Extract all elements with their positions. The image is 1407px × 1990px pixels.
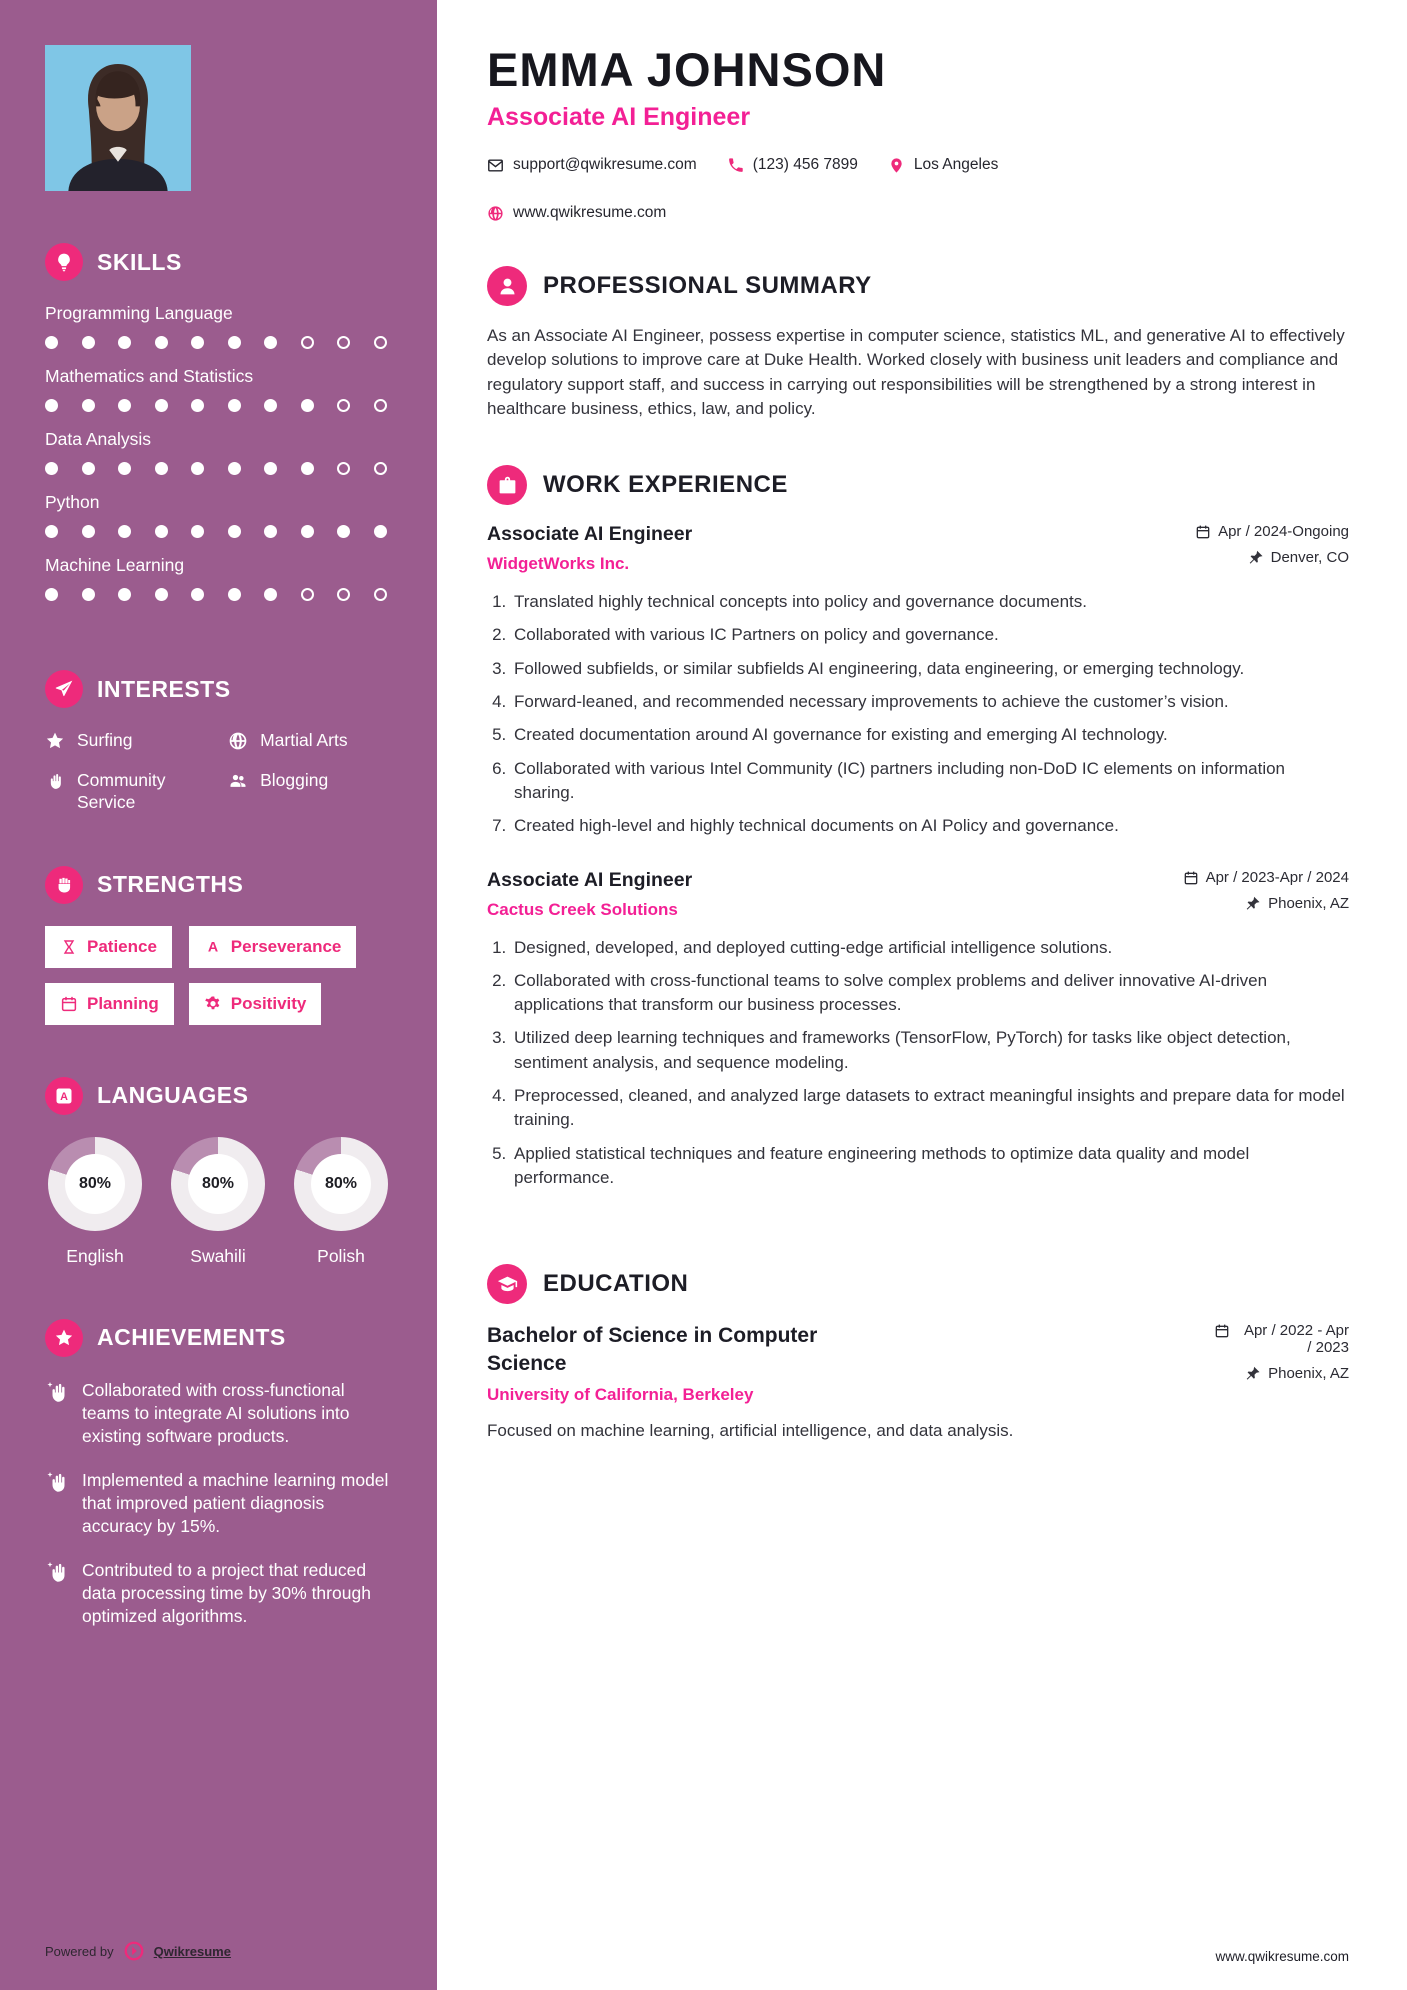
main-content <box>437 0 1407 1990</box>
education-location: Phoenix, AZ <box>1245 1365 1349 1382</box>
strengths-list <box>45 926 393 1025</box>
skill-level-dots <box>45 588 393 601</box>
job-location: Denver, CO <box>1248 549 1349 566</box>
language-percent: 80% <box>311 1154 371 1214</box>
skill-dot <box>374 525 387 538</box>
email-contact[interactable] <box>487 156 697 174</box>
education-title: EDUCATION <box>543 1270 689 1298</box>
interest-item <box>45 770 218 814</box>
skill-level-dots <box>45 525 393 538</box>
job-point: 3. Utilized deep learning techniques and frameworks (TensorFlow, PyTorch) for tasks like object detection, sentiment analysis, and sequence modeling. <box>511 1026 1349 1075</box>
languages-header <box>45 1077 393 1115</box>
skill-dot <box>191 525 204 538</box>
person-icon <box>487 266 527 306</box>
skill-dot <box>228 336 241 349</box>
skill-item <box>45 429 393 475</box>
skill-dot <box>228 399 241 412</box>
job-meta <box>1183 869 1349 912</box>
map-pin-icon <box>888 157 905 174</box>
summary-header <box>487 266 1349 306</box>
interest-label: Blogging <box>260 769 329 790</box>
calendar-icon <box>1195 524 1211 540</box>
phone-icon <box>727 157 744 174</box>
work-experience-section <box>487 465 1349 1220</box>
skill-dot <box>45 462 58 475</box>
job-point: 1. Designed, developed, and deployed cutting-edge artificial intelligence solutions. <box>511 936 1349 960</box>
summary-title: PROFESSIONAL SUMMARY <box>543 272 872 299</box>
summary-text: As an Associate AI Engineer, possess expertise in computer science, statistics ML, and generative AI to effectively develop solutions to improve care at Duke Health. Worked closely with business unit leaders and compliance and regulatory support staff, and success in carrying out responsibilities will be strengthened by a strong interest in healthcare business, ethics, law, and policy. <box>487 326 1345 418</box>
language-item <box>168 1137 268 1267</box>
svg-text:A: A <box>60 1090 68 1103</box>
job-point: 2. Collaborated with various IC Partners on policy and governance. <box>511 623 1349 647</box>
interests-header <box>45 670 393 708</box>
education-entry-header <box>487 1322 1349 1405</box>
skill-dot <box>374 399 387 412</box>
achievements-section <box>45 1319 393 1650</box>
interests-list <box>45 730 393 814</box>
education-section <box>487 1264 1349 1443</box>
location-contact <box>888 156 998 174</box>
languages-list <box>45 1137 393 1267</box>
paper-plane-icon <box>45 670 83 708</box>
interest-label: Surfing <box>77 730 133 750</box>
skill-dot <box>45 525 58 538</box>
marker-icon <box>204 938 222 956</box>
strength-label: Perseverance <box>230 936 342 956</box>
job-points <box>487 936 1349 1191</box>
strength-label: Planning <box>87 993 159 1013</box>
award-hand-icon <box>45 1380 69 1404</box>
contact-row <box>487 156 1349 222</box>
language-label: English <box>66 1245 124 1266</box>
job-company: Cactus Creek Solutions <box>487 899 678 919</box>
calendar-icon <box>1183 870 1199 886</box>
job-dates: Apr / 2023-Apr / 2024 <box>1183 869 1349 886</box>
interest-label: Martial Arts <box>260 730 348 750</box>
skill-dot <box>228 525 241 538</box>
skill-name: Mathematics and Statistics <box>45 366 254 386</box>
work-header <box>487 465 1349 505</box>
achievement-text: Collaborated with cross-functional teams to integrate AI solutions into existing software products. <box>82 1379 350 1446</box>
skill-dot <box>191 588 204 601</box>
skill-item <box>45 555 393 601</box>
qwikresume-link[interactable]: Qwikresume <box>153 1943 231 1959</box>
website-contact[interactable] <box>487 204 666 222</box>
skills-section <box>45 243 393 618</box>
job-points <box>487 590 1349 838</box>
strength-chip <box>45 983 174 1025</box>
job-point: 4. Preprocessed, cleaned, and analyzed large datasets to extract meaningful insights and prepare data for model training. <box>511 1084 1349 1133</box>
work-title: WORK EXPERIENCE <box>543 471 788 499</box>
skill-dot <box>264 588 277 601</box>
calendar-icon <box>60 995 78 1013</box>
job-point: 5. Applied statistical techniques and feature engineering methods to optimize data quality and model performance. <box>511 1142 1349 1191</box>
language-item <box>291 1137 391 1267</box>
skill-dot <box>82 462 95 475</box>
skill-dot <box>155 399 168 412</box>
award-hand-icon <box>45 1560 69 1584</box>
job-role: Associate AI Engineer <box>487 868 693 891</box>
skill-dot <box>118 588 131 601</box>
pushpin-icon <box>1245 1366 1261 1382</box>
job-dates: Apr / 2024-Ongoing <box>1195 523 1349 540</box>
profile-photo-illustration <box>45 45 191 191</box>
skill-item <box>45 366 393 412</box>
language-donut <box>48 1137 142 1231</box>
skill-dot <box>301 462 314 475</box>
job-entry <box>487 869 1349 1191</box>
powered-by-label: Powered by <box>45 1943 114 1959</box>
language-donut <box>171 1137 265 1231</box>
email-text: support@qwikresume.com <box>513 156 697 173</box>
education-note: Focused on machine learning, artificial intelligence, and data analysis. <box>487 1420 1014 1440</box>
job-point: 3. Followed subfields, or similar subfields AI engineering, data engineering, or emerging technology. <box>511 657 1349 681</box>
job-header <box>487 523 1349 574</box>
language-label: Swahili <box>190 1245 246 1266</box>
phone-text: (123) 456 7899 <box>752 156 858 173</box>
education-header <box>487 1264 1349 1304</box>
language-item <box>45 1137 145 1267</box>
skill-item <box>45 303 393 349</box>
achievement-item <box>45 1469 393 1538</box>
skill-dot <box>301 588 314 601</box>
award-hand-icon <box>45 1470 69 1494</box>
globe-icon <box>228 731 248 751</box>
skill-dot <box>82 525 95 538</box>
skill-dot <box>118 399 131 412</box>
translate-icon <box>45 1077 83 1115</box>
job-role: Associate AI Engineer <box>487 523 693 546</box>
skill-dot <box>264 336 277 349</box>
languages-section <box>45 1077 393 1267</box>
star-badge-icon <box>45 1319 83 1357</box>
job-meta <box>1195 523 1349 566</box>
graduation-cap-icon <box>487 1264 527 1304</box>
skill-dot <box>264 462 277 475</box>
skill-dot <box>82 399 95 412</box>
skill-dot <box>301 525 314 538</box>
summary-section <box>487 266 1349 421</box>
strength-chip <box>189 983 322 1025</box>
qwikresume-logo <box>123 1940 145 1962</box>
skill-dot <box>82 588 95 601</box>
skill-dot <box>191 462 204 475</box>
strength-label: Patience <box>87 936 157 956</box>
interests-title: INTERESTS <box>97 675 231 702</box>
education-school: University of California, Berkeley <box>487 1384 754 1404</box>
achievement-item <box>45 1379 393 1448</box>
skill-name: Machine Learning <box>45 555 185 575</box>
location-text: Los Angeles <box>913 156 999 173</box>
skill-dot <box>228 588 241 601</box>
pushpin-icon <box>1248 550 1264 566</box>
skill-dot <box>337 588 350 601</box>
skill-level-dots <box>45 399 393 412</box>
skill-dot <box>45 399 58 412</box>
skill-dot <box>118 336 131 349</box>
skill-name: Data Analysis <box>45 429 152 449</box>
job-point: 6. Collaborated with various Intel Community (IC) partners including non-DoD IC elements on information sharing. <box>511 757 1349 806</box>
skill-dot <box>45 336 58 349</box>
skill-item <box>45 492 393 538</box>
skill-dot <box>82 336 95 349</box>
skill-dot <box>301 399 314 412</box>
skill-dot <box>191 336 204 349</box>
skill-dot <box>155 336 168 349</box>
website-text: www.qwikresume.com <box>513 204 667 221</box>
strength-chip <box>45 926 172 968</box>
skill-name: Programming Language <box>45 303 233 323</box>
language-label: Polish <box>317 1245 365 1266</box>
strengths-header <box>45 866 393 904</box>
job-point: 1. Translated highly technical concepts into policy and governance documents. <box>511 590 1349 614</box>
skill-level-dots <box>45 462 393 475</box>
interest-item <box>228 730 393 752</box>
skill-dot <box>118 525 131 538</box>
job-company: WidgetWorks Inc. <box>487 554 630 574</box>
strength-label: Positivity <box>230 993 307 1013</box>
language-donut <box>294 1137 388 1231</box>
phone-contact <box>727 156 858 174</box>
pushpin-icon <box>1245 896 1261 912</box>
gear-icon <box>204 995 222 1013</box>
skills-title: SKILLS <box>97 248 182 275</box>
interest-item <box>45 730 218 752</box>
sidebar <box>0 0 437 1990</box>
skill-dot <box>155 462 168 475</box>
skill-dot <box>264 525 277 538</box>
skill-dot <box>45 588 58 601</box>
star-icon <box>45 731 65 751</box>
skill-dot <box>337 399 350 412</box>
education-dates: Apr / 2022 - Apr / 2023 <box>1214 1322 1349 1356</box>
strengths-section <box>45 866 393 1025</box>
language-percent: 80% <box>65 1154 125 1214</box>
interests-section <box>45 670 393 814</box>
achievements-header <box>45 1319 393 1357</box>
job-point: 2. Collaborated with cross-functional teams to solve complex problems and deliver innovative AI-driven applications that transform our business processes. <box>511 969 1349 1018</box>
skill-dot <box>374 462 387 475</box>
skill-dot <box>155 588 168 601</box>
interest-label: Community Service <box>77 769 166 812</box>
skill-dot <box>337 462 350 475</box>
achievement-text: Implemented a machine learning model that improved patient diagnosis accuracy by 15%. <box>82 1469 389 1537</box>
interest-item <box>228 770 393 814</box>
calendar-icon <box>1214 1323 1230 1339</box>
skill-dot <box>264 399 277 412</box>
job-point: 7. Created high-level and highly technical documents on AI Policy and governance. <box>511 814 1349 838</box>
users-icon <box>228 771 248 791</box>
skill-dot <box>374 336 387 349</box>
skill-name: Python <box>45 492 100 512</box>
skill-dot <box>228 462 241 475</box>
strength-chip <box>189 926 357 968</box>
skill-dot <box>118 462 131 475</box>
skills-header <box>45 243 393 281</box>
skill-dot <box>301 336 314 349</box>
skill-dot <box>337 336 350 349</box>
skill-dot <box>337 525 350 538</box>
profile-photo <box>45 45 191 191</box>
skill-dot <box>155 525 168 538</box>
skill-level-dots <box>45 336 393 349</box>
education-meta <box>1214 1322 1349 1382</box>
job-point: 4. Forward-leaned, and recommended necessary improvements to achieve the customer’s vision. <box>511 690 1349 714</box>
page-footer-website: www.qwikresume.com <box>1215 1949 1349 1964</box>
skill-dot <box>374 588 387 601</box>
lightbulb-icon <box>45 243 83 281</box>
briefcase-icon <box>487 465 527 505</box>
job-location: Phoenix, AZ <box>1245 895 1349 912</box>
job-header <box>487 869 1349 920</box>
achievement-text: Contributed to a project that reduced data processing time by 30% through optimized algorithms. <box>82 1560 371 1627</box>
achievement-item <box>45 1559 393 1628</box>
language-percent: 80% <box>188 1154 248 1214</box>
candidate-name: EMMA JOHNSON <box>487 43 887 96</box>
skill-dot <box>191 399 204 412</box>
candidate-title: Associate AI Engineer <box>487 103 751 131</box>
fist-icon <box>45 866 83 904</box>
globe-icon <box>487 205 504 222</box>
education-degree: Bachelor of Science in Computer Science <box>487 1324 818 1375</box>
job-entry <box>487 523 1349 838</box>
languages-title: LANGUAGES <box>97 1082 249 1109</box>
envelope-icon <box>487 157 504 174</box>
hourglass-icon <box>60 938 78 956</box>
achievements-title: ACHIEVEMENTS <box>97 1324 286 1351</box>
svg-text:A: A <box>207 939 218 956</box>
job-point: 5. Created documentation around AI governance for existing and emerging AI technology. <box>511 723 1349 747</box>
powered-by-footer <box>45 1900 393 1962</box>
helping-hand-icon <box>45 771 65 791</box>
strengths-title: STRENGTHS <box>97 871 244 898</box>
